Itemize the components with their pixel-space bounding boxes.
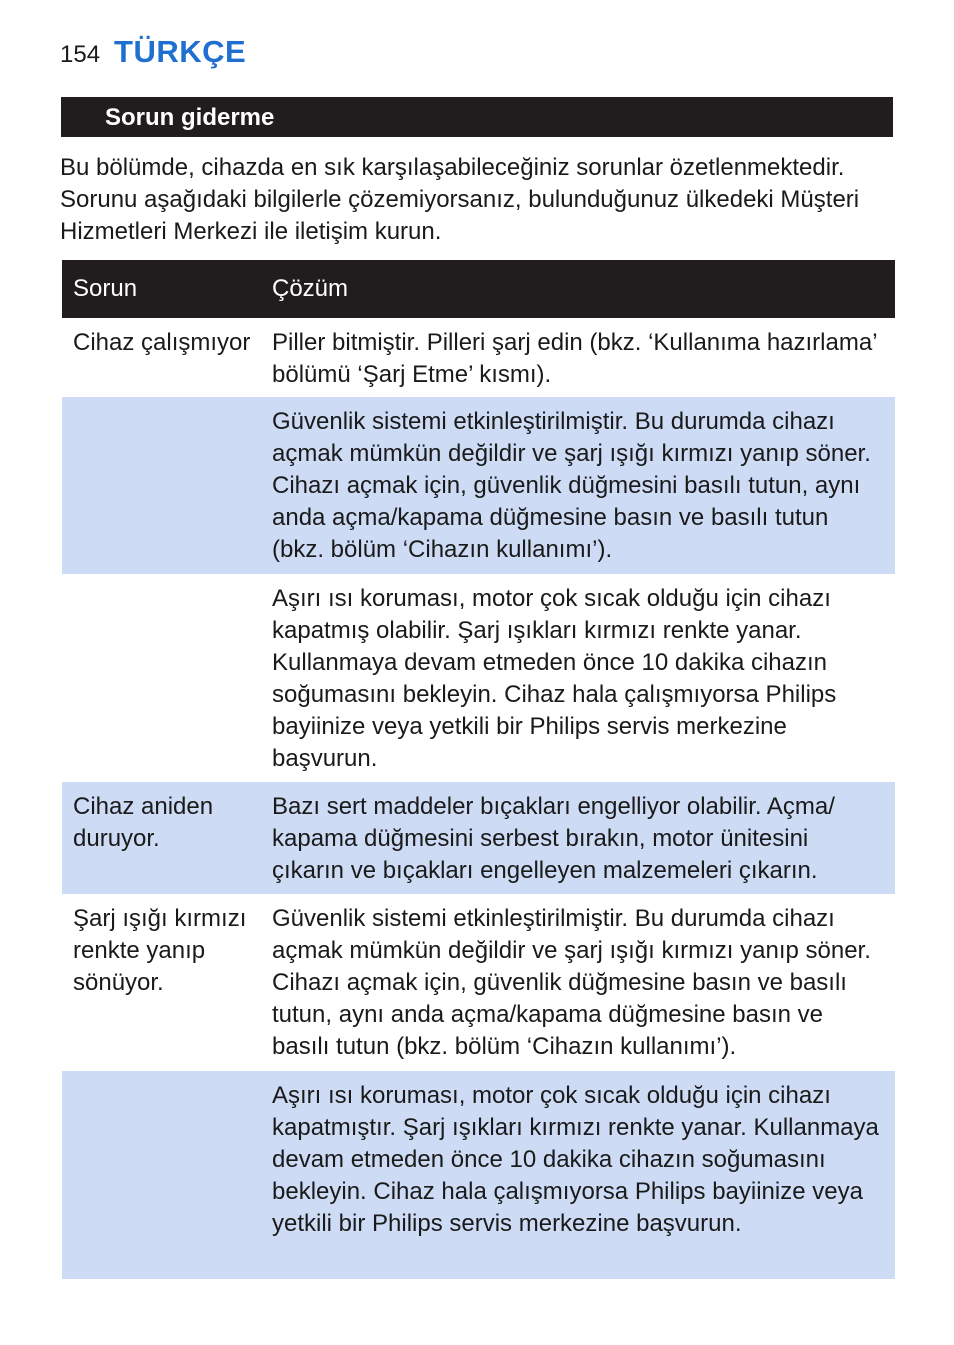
problem-cell: Cihaz aniden duruyor.: [73, 793, 214, 852]
solution-cell: Güvenlik sistemi etkinleştirilmiştir. Bu durumda cihazı açmak mümkün değildir ve şarj ışığı kırmızı yanıp söner. Cihazı açmak için, güvenlik düğmesini basılı tutun, aynı anda açma/kapama düğmesine basın ve basılı tutun (bkz. bölüm ‘Cihazın kullanımı’).: [272, 408, 871, 563]
problem-cell: Şarj ışığı kırmızı renkte yanıp sönüyor.: [73, 905, 247, 996]
table-row: [62, 894, 895, 1071]
problem-cell: [62, 1071, 272, 1279]
solution-cell: Aşırı ısı koruması, motor çok sıcak olduğu için cihazı kapatmıştır. Şarj ışıkları kırmızı renkte yanar. Kullanmaya devam etmeden önce 10 dakika cihazın soğumasını bekleyin. Cihaz hala çalışmıyorsa Philips bayiinize veya yetkili bir Philips servis merkezine başvurun.: [272, 1082, 879, 1237]
troubleshooting-table: [62, 260, 895, 1279]
section-title: Sorun giderme: [61, 97, 893, 137]
problem-cell: [62, 397, 272, 574]
table-row: [62, 1071, 895, 1279]
page-number: 154: [60, 41, 101, 68]
column-header-problem: Sorun: [73, 275, 138, 302]
solution-cell: Piller bitmiştir. Pilleri şarj edin (bkz. ‘Kullanıma hazırlama’ bölümü ‘Şarj Etme’ kısmı).: [272, 329, 877, 388]
problem-cell: [62, 574, 272, 782]
language-title: TÜRKÇE: [114, 34, 247, 69]
column-header-solution: Çözüm: [272, 275, 349, 302]
solution-cell: Güvenlik sistemi etkinleştirilmiştir. Bu durumda cihazı açmak mümkün değildir ve şarj ışığı kırmızı yanıp söner. Cihazı açmak için, güvenlik düğmesine basın ve basılı tutun, aynı anda açma/kapama düğmesine basın ve basılı tutun (bkz. bölüm ‘Cihazın kullanımı’).: [272, 905, 871, 1060]
solution-cell: Aşırı ısı koruması, motor çok sıcak olduğu için cihazı kapatmış olabilir. Şarj ışıkları kırmızı renkte yanar. Kullanmaya devam etmeden önce 10 dakika cihazın soğumasını bekleyin. Cihaz hala çalışmıyorsa Philips bayiinize veya yetkili bir Philips servis merkezine başvurun.: [272, 585, 837, 772]
problem-cell: Cihaz çalışmıyor: [73, 329, 251, 356]
table-row: [62, 782, 895, 894]
table-row: [62, 397, 895, 574]
intro-paragraph: Bu bölümde, cihazda en sık karşılaşabileceğiniz sorunlar özetlenmektedir. Sorunu aşağıdaki bilgilerle çözemiyorsanız, bulunduğunuz ülkedeki Müşteri Hizmetleri Merkezi ile iletişim kurun.: [60, 154, 860, 245]
page-header: [60, 34, 246, 74]
table-header: [62, 260, 895, 318]
solution-cell: Bazı sert maddeler bıçakları engelliyor olabilir. Açma/ kapama düğmesini serbest bırakın, motor ünitesini çıkarın ve bıçakları engelleyen malzemeleri çıkarın.: [272, 793, 835, 884]
table-row: [62, 574, 895, 782]
table-row: [62, 318, 895, 397]
